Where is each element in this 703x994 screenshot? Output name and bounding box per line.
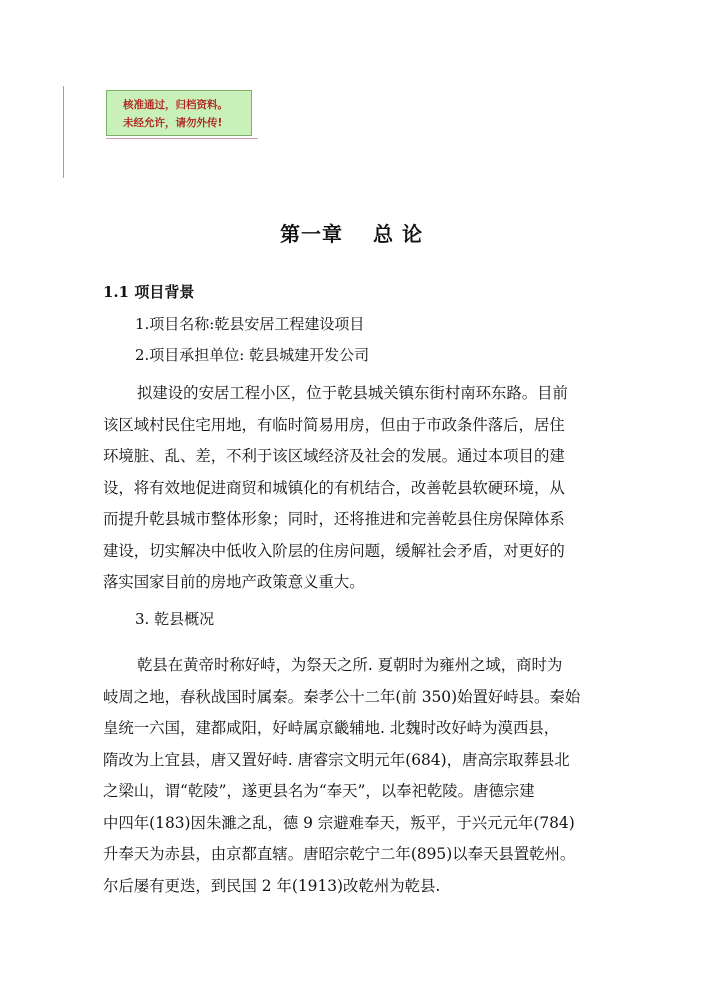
- stamp-line-2: 未经允许，请勿外传!: [123, 117, 223, 129]
- archive-stamp: [106, 90, 252, 136]
- overview-paragraph: [103, 650, 603, 902]
- paragraph-line: 拟建设的安居工程小区，位于乾县城关镇东街村南环东路。目前: [137, 384, 568, 402]
- paragraph-line: 设，将有效地促进商贸和城镇化的有机结合，改善乾县软硬环境，从: [103, 478, 565, 497]
- paragraph-line: 该区域村民住宅用地，有临时简易用房，但由于市政条件落后，居住: [103, 415, 565, 434]
- chapter-number: 第一章: [280, 222, 344, 246]
- stamp-underline: [106, 138, 258, 139]
- paragraph-line: 乾县在黄帝时称好峙，为祭天之所. 夏朝时为雍州之域，商时为: [137, 656, 563, 674]
- paragraph-line: 皇统一六国，建都咸阳，好峙属京畿辅地. 北魏时改好峙为漠西县，: [103, 719, 560, 737]
- chapter-name: 总 论: [373, 222, 423, 246]
- paragraph-line: 环境脏、乱、差，不利于该区域经济及社会的发展。通过本项目的建: [103, 447, 565, 465]
- paragraph-line: 建设，切实解决中低收入阶层的住房问题，缓解社会矛盾，对更好的: [103, 541, 565, 560]
- paragraph-line: 升奉天为赤县，由京都直辖。唐昭宗乾宁二年(895)以奉天县置乾州。: [103, 845, 576, 863]
- paragraph-line: 之梁山，谓“乾陵”，遂更县名为“奉天”，以奉祀乾陵。唐德宗建: [103, 782, 535, 800]
- paragraph-line: 尔后屡有更迭，到民国 2 年(1913)改乾州为乾县.: [103, 876, 441, 895]
- chapter-title: [0, 218, 703, 247]
- paragraph-line: 隋改为上宜县，唐又置好峙. 唐睿宗文明元年(684)，唐高宗取葬县北: [103, 750, 570, 769]
- paragraph-line: 中四年(183)因朱濉之乱，德 9 宗避难奉天，叛平，于兴元元年(784): [103, 813, 575, 832]
- margin-rule: [63, 86, 64, 178]
- background-paragraph: [103, 378, 603, 599]
- paragraph-line: 而提升乾县城市整体形象；同时，还将推进和完善乾县住房保障体系: [103, 510, 565, 528]
- subsection-heading: 3. 乾县概况: [135, 610, 215, 628]
- paragraph-line: 岐周之地，春秋战国时属秦。秦孝公十二年(前 350)始置好峙县。秦始: [103, 687, 581, 706]
- stamp-line-1: 核准通过，归档资料。: [123, 99, 228, 111]
- project-unit-item: 2.项目承担单位: 乾县城建开发公司: [135, 346, 370, 364]
- project-name-item: 1.项目名称:乾县安居工程建设项目: [135, 315, 365, 333]
- section-heading: 1.1 项目背景: [103, 283, 195, 301]
- paragraph-line: 落实国家目前的房地产政策意义重大。: [103, 573, 365, 591]
